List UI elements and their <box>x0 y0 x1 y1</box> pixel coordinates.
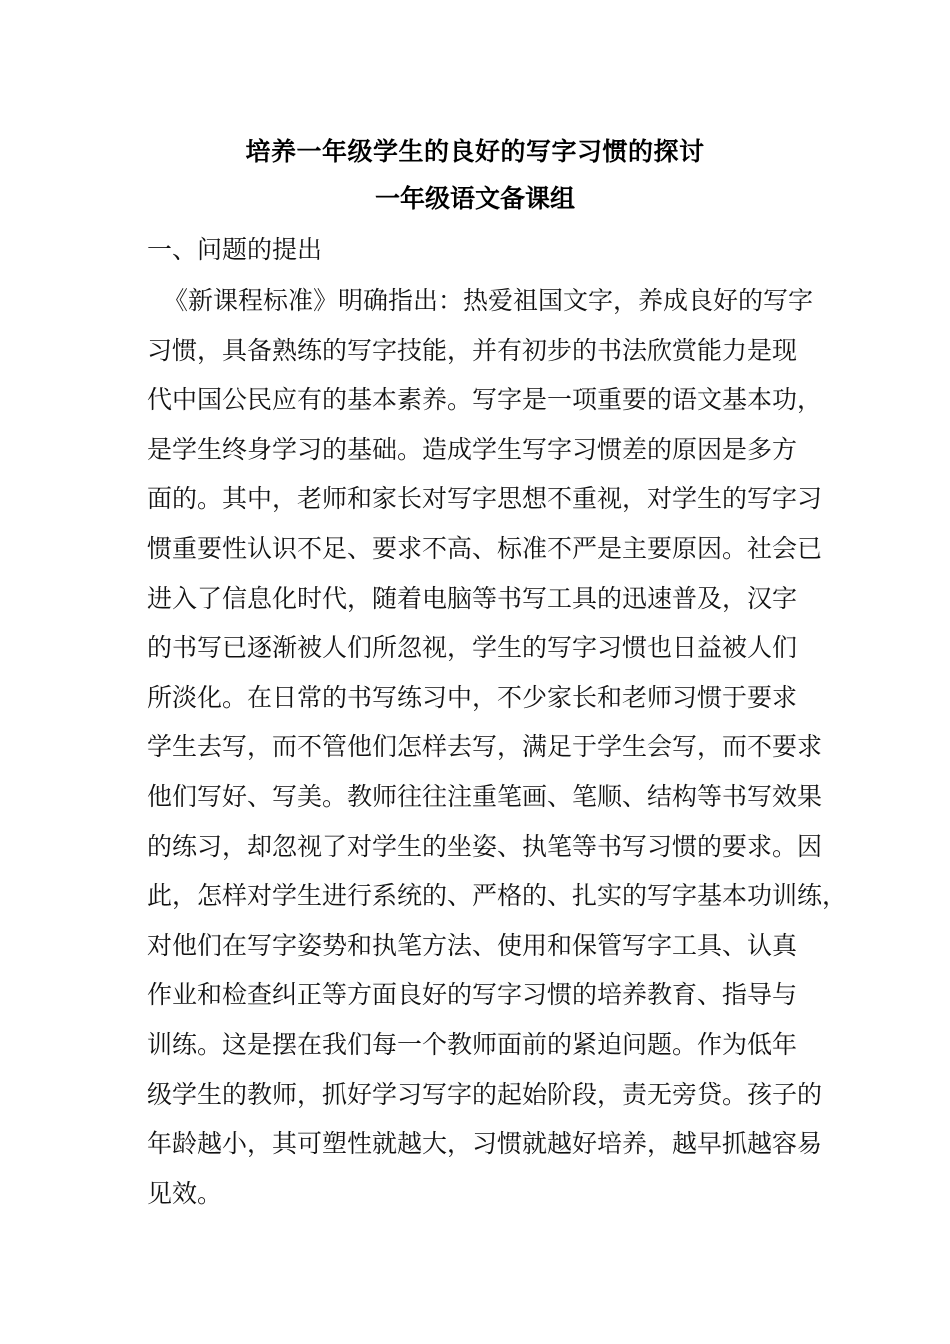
document-subtitle: 一年级语文备课组 <box>374 184 575 213</box>
paragraph-line: 的书写已逐渐被人们所忽视，学生的写字习惯也日益被人们 <box>147 633 798 663</box>
paragraph-line: 作业和检查纠正等方面良好的写字习惯的培养教育、指导与 <box>147 980 798 1010</box>
paragraph-line: 此，怎样对学生进行系统的、严格的、扎实的写字基本功训练， <box>147 881 848 911</box>
paragraph-line: 进入了信息化时代，随着电脑等书写工具的迅速普及，汉字 <box>147 583 798 613</box>
paragraph-line: 是学生终身学习的基础。造成学生写字习惯差的原因是多方 <box>147 434 798 464</box>
paragraph-line: 对他们在写字姿势和执笔方法、使用和保管写字工具、认真 <box>147 930 798 960</box>
document-title: 培养一年级学生的良好的写字习惯的探讨 <box>245 137 705 166</box>
section-heading: 一、问题的提出 <box>147 235 323 264</box>
paragraph-line: 年龄越小，其可塑性就越大，习惯就越好培养，越早抓越容易 <box>147 1129 823 1159</box>
paragraph-line: 习惯，具备熟练的写字技能，并有初步的书法欣赏能力是现 <box>147 335 798 365</box>
paragraph-line: 所淡化。在日常的书写练习中，不少家长和老师习惯于要求 <box>147 682 798 712</box>
paragraph-line: 级学生的教师，抓好学习写字的起始阶段，责无旁贷。孩子的 <box>147 1079 823 1109</box>
paragraph-line: 面的。其中，老师和家长对写字思想不重视，对学生的写字习 <box>147 484 823 514</box>
paragraph-line: 的练习，却忽视了对学生的坐姿、执笔等书写习惯的要求。因 <box>147 831 823 861</box>
paragraph-line: 他们写好、写美。教师往往注重笔画、笔顺、结构等书写效果 <box>147 781 823 811</box>
paragraph-line: 学生去写，而不管他们怎样去写，满足于学生会写，而不要求 <box>147 732 823 762</box>
paragraph-line: 《新课程标准》明确指出：热爱祖国文字，养成良好的写字 <box>163 286 814 315</box>
paragraph-line: 训练。这是摆在我们每一个教师面前的紧迫问题。作为低年 <box>147 1029 798 1059</box>
paragraph-line: 代中国公民应有的基本素养。写字是一项重要的语文基本功， <box>147 385 823 415</box>
paragraph <box>147 281 848 1223</box>
paragraph-line: 惯重要性认识不足、要求不高、标准不严是主要原因。社会已 <box>147 533 823 563</box>
paragraph-line: 见效。 <box>147 1178 223 1208</box>
